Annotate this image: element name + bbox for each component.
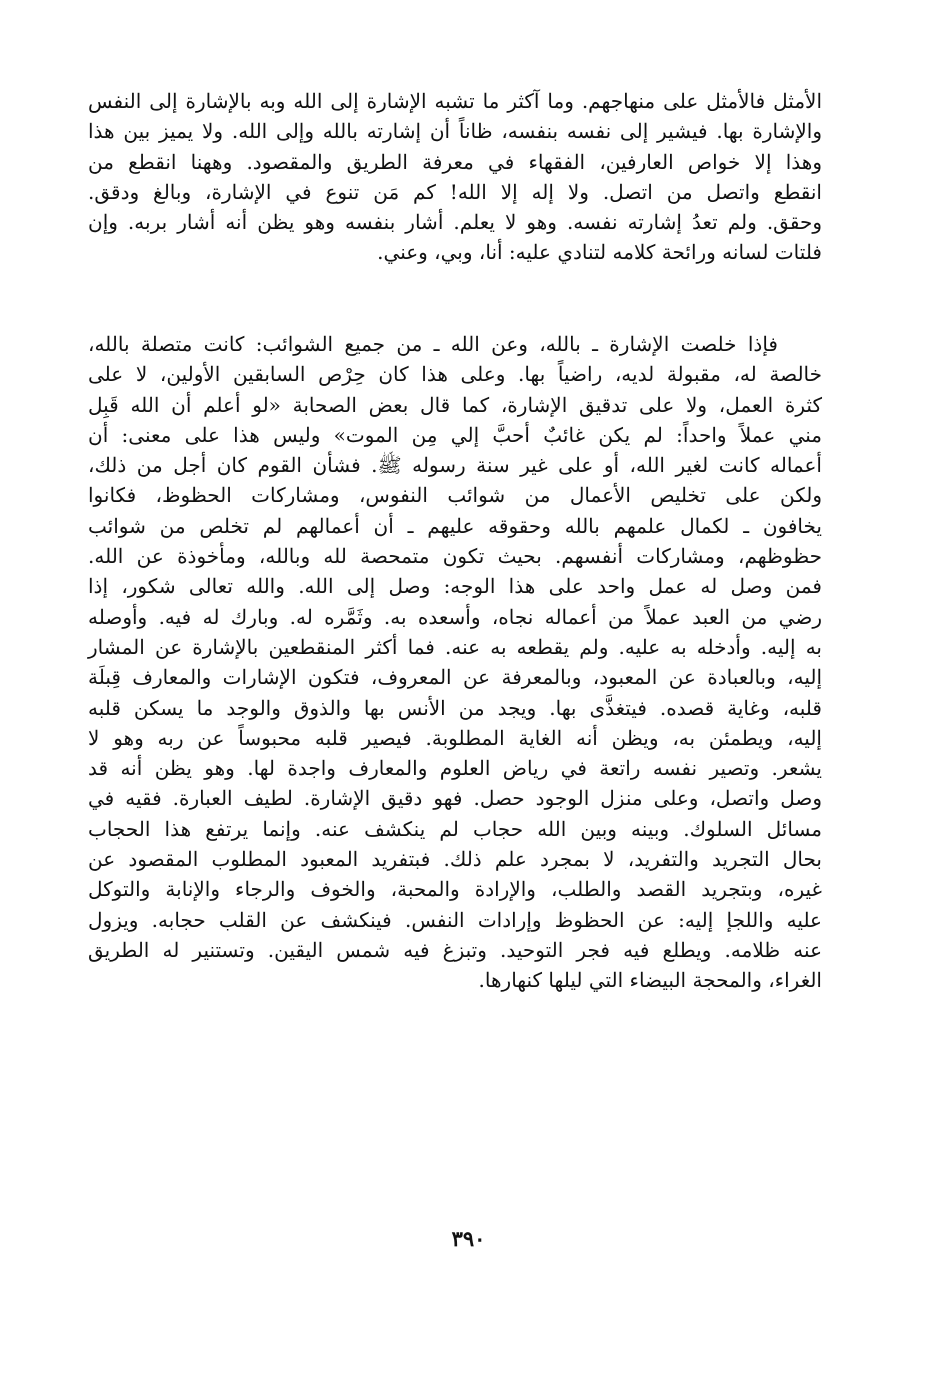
text-line: أعماله كانت لغير الله، أو على غير سنة رسوله ﷺ. فشأن القوم كان أجل من ذلك،: [88, 453, 822, 478]
text-line: فإذا خلصت الإشارة ـ بالله، وعن الله ـ من جميع الشوائب: كانت متصلة بالله،: [88, 332, 778, 356]
text-line: فمن وصل له عمل واحد على هذا الوجه: وصل إلى الله. والله تعالى شكور، إذا: [88, 574, 822, 599]
text-line: خالصة له، مقبولة لديه، راضياً بها. وعلى هذا كان حِرْص السابقين الأولين، لا على: [88, 362, 822, 387]
text-line: غيره، وبتجريد القصد والطلب، والإرادة والمحبة، والخوف والرجاء والإنابة والتوكل: [88, 877, 822, 902]
text-line: إليه، وبالعبادة عن المعبود، وبالمعرفة عن المعروف، فتكون الإشارات والمعارف قِبلَة: [88, 665, 822, 690]
paragraph-1: [88, 86, 822, 268]
text-line: الأمثل فالأمثل على منهاجهم. وما آكثر ما تشبه الإشارة إلى الله وبه بالإشارة إلى النفس: [88, 89, 822, 113]
paragraph-2: [88, 329, 822, 996]
text-line: الغراء، والمحجة البيضاء التي ليلها كنهارها.: [478, 968, 822, 993]
text-line: وصل واتصل، وعلى منزل الوجود حصل. فهو دقيق الإشارة. لطيف العبارة. فقيه في: [88, 786, 822, 811]
text-line: وحقق. ولم تعدُ إشارته نفسه. وهو لا يعلم. أشار بنفسه وهو يظن أنه أشار بربه. وإن: [88, 210, 822, 235]
text-line: يخافون ـ لكمال علمهم بالله وحقوقه عليهم ـ أن أعمالهم لم تخلص من شوائب: [88, 513, 822, 538]
text-line: مني عملاً واحداً: لم يكن غائبٌ أحبَّ إلي مِن الموت» وليس هذا على معنى: أن: [88, 422, 822, 447]
text-line: عليه واللجإ إليه: عن الحظوظ وإرادات النفس. فينكشف عن القلب حجابه. ويزول: [88, 907, 822, 932]
text-line: ولكن على تخليص الأعمال من شوائب النفوس، ومشاركات الحظوظ، فكانوا: [88, 483, 822, 508]
text-line: وهذا إلا خواص العارفين، الفقهاء في معرفة الطريق والمقصود. وههنا انقطع من: [88, 149, 822, 174]
text-line: إليه، ويطمئن به، ويظن أنه الغاية المطلوبة. فيصير قلبه محبوساً عن ربه وهو لا: [88, 725, 822, 750]
text-line: يشعر. وتصير نفسه راتعة في رياض العلوم والمعارف واجدة لها. وهو يظن أنه قد: [88, 756, 822, 781]
text-line: فلتات لسانه ورائحة كلامه لتنادي عليه: أنا، وبي، وعني.: [377, 240, 822, 265]
text-line: بحال التجريد والتفريد، لا بمجرد علم ذلك. فبتفريد المعبود المطلوب المقصود عن: [88, 847, 822, 872]
text-line: به إليه. وأدخله به عليه. ولم يقطعه به عنه. فما أكثر المنقطعين بالإشارة عن المشار: [88, 634, 822, 659]
text-line: مسائل السلوك. وبينه وبين الله حجاب لم ينكشف عنه. وإنما يرتفع هذا الحجاب: [88, 816, 822, 841]
text-line: كثرة العمل، ولا على تدقيق الإشارة، كما قال بعض الصحابة «لو أعلم أن الله قَبِل: [88, 392, 822, 417]
text-line: قلبه، وغاية قصده. فيتغذَّى بها. ويجد من الأنس بها والذوق والوجد ما يسكن قلبه: [88, 695, 822, 720]
text-line: رضي من العبد عملاً من أعماله نجاه، وأسعده به. وثَمَّره له. وبارك له فيه. وأوصله: [88, 604, 822, 629]
text-line: عنه ظلامه. ويطلع فيه فجر التوحيد. وتبزغ فيه شمس اليقين. وتستنير له الطريق: [88, 937, 822, 962]
page-number: ٣٩٠: [451, 1226, 486, 1251]
text-line: حظوظهم، ومشاركات أنفسهم. بحيث تكون متمحصة لله وبالله، ومأخوذة عن الله.: [88, 544, 822, 569]
text-line: انقطع واتصل من اتصل. ولا إله إلا الله! كم مَن تنوع في الإشارة، وبالغ ودقق.: [88, 179, 822, 204]
text-line: والإشارة بها. فيشير إلى نفسه بنفسه، ظاناً أن إشارته بالله وإلى الله. ولا يميز بين هذا: [88, 119, 822, 144]
